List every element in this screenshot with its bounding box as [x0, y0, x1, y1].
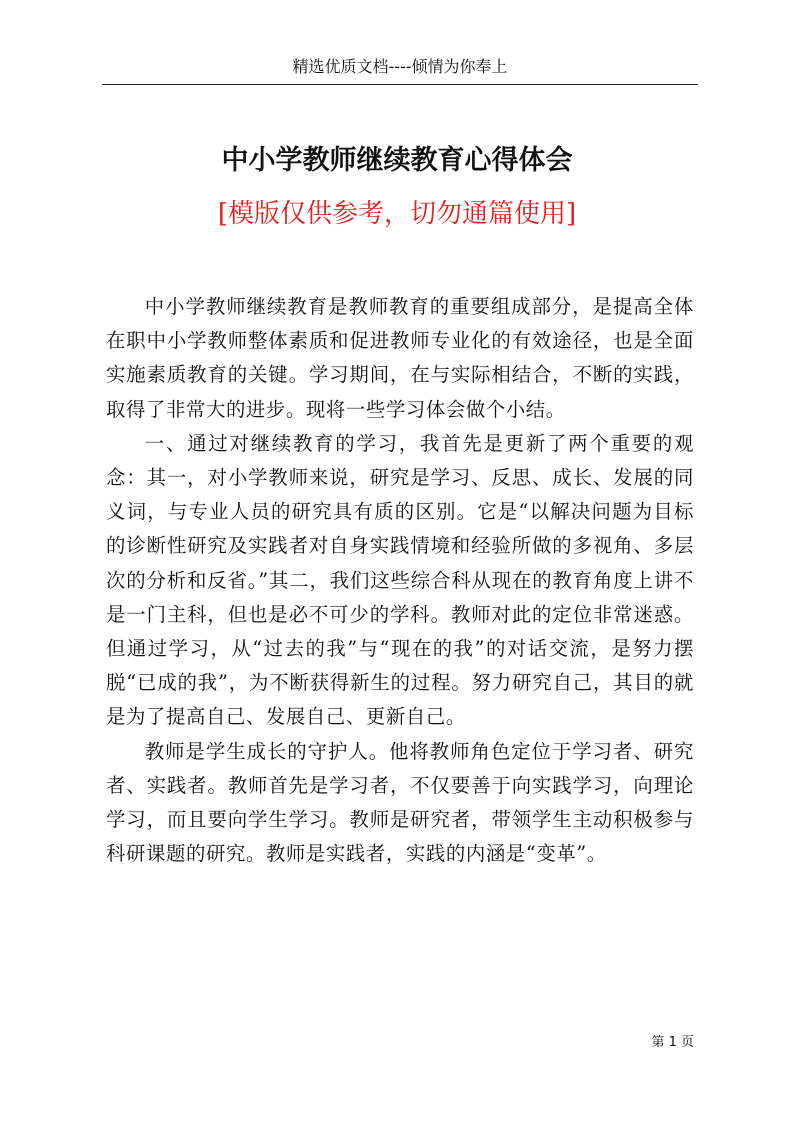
paragraph-intro: 中小学教师继续教育是教师教育的重要组成部分，是提高全体在职中小学教师整体素质和促进教师专业化的有效途径，也是全面实施素质教育的关键。学习期间，在与实际相结合，不断的实践，取得了非常大的进步。现将一些学习体会做个小结。 [106, 295, 694, 421]
paragraph-teacher-role: 教师是学生成长的守护人。他将教师角色定位于学习者、研究者、实践者。教师首先是学习者，不仅要善于向实践学习，向理论学习，而且要向学生学习。教师是研究者，带领学生主动积极参与科研课题的研究。教师是实践者，实践的内涵是“变革”。 [106, 739, 694, 866]
paragraph-concepts: 一、通过对继续教育的学习，我首先是更新了两个重要的观念：其一，对小学教师来说，研究是学习、反思、成长、发展的同义词，与专业人员的研究具有质的区别。它是“以解决问题为目标的诊断性研究及实践者对自身实践情境和经验所做的多视角、多层次的分析和反省。”其二，我们这些综合科从现在的教育角度上讲不是一门主科，但也是必不可少的学科。教师对此的定位非常迷惑。但通过学习，从“过去的我”与“现在的我”的对话交流，是努力摆脱“已成的我”，为不断获得新生的过程。努力研究自己，其目的就是为了提高自己、发展自己、更新自己。 [106, 431, 694, 729]
document-body [106, 290, 694, 871]
page-header: 精选优质文档----倾情为你奉上 [102, 56, 698, 85]
page-number: 第 1 页 [651, 1035, 694, 1050]
document-title: 中小学教师继续教育心得体会 [221, 145, 573, 176]
document-subtitle: [模版仅供参考，切勿通篇使用] [217, 199, 577, 229]
